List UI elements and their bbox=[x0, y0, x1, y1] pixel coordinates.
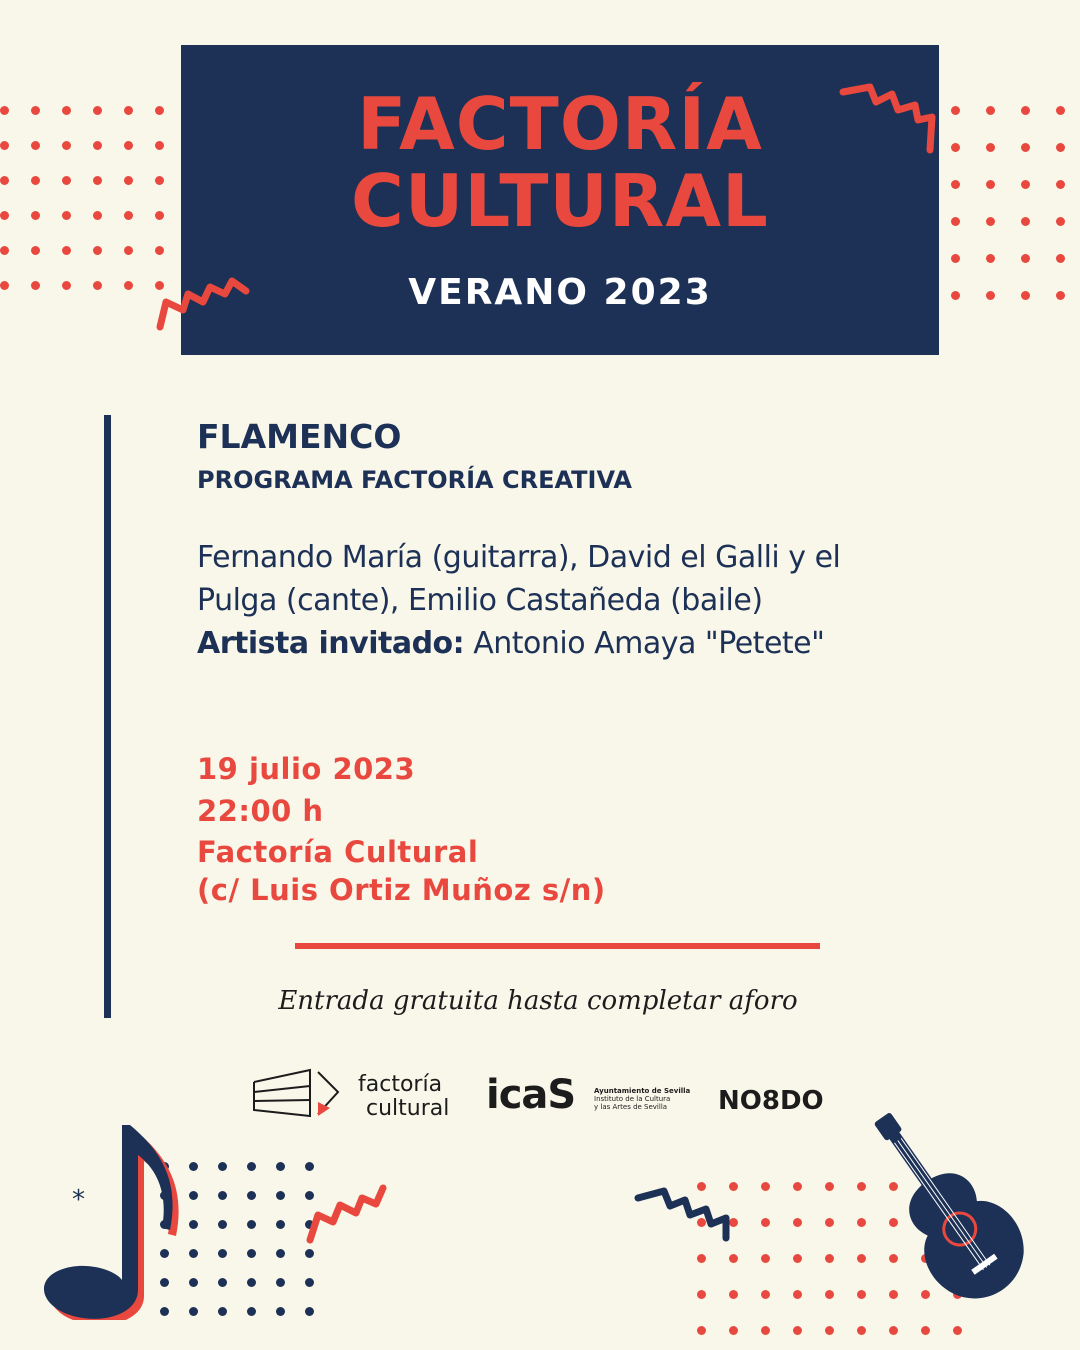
music-note-icon bbox=[30, 1120, 190, 1320]
entry-note: Entrada gratuita hasta completar aforo bbox=[278, 986, 798, 1016]
icas-logo: icaS bbox=[486, 1072, 576, 1118]
zigzag-bottom-middle bbox=[638, 1191, 726, 1238]
guest-name: Antonio Amaya "Petete" bbox=[464, 626, 825, 661]
title-line-1: FACTORÍA bbox=[357, 82, 763, 166]
event-program: PROGRAMA FACTORÍA CREATIVA bbox=[197, 466, 632, 494]
zigzag-top-left bbox=[160, 281, 246, 327]
zigzag-bottom-left bbox=[310, 1188, 383, 1240]
factoria-cultural-logo-text bbox=[356, 1073, 449, 1121]
title-line-2: CULTURAL bbox=[351, 159, 769, 243]
event-time: 22:00 h bbox=[197, 794, 324, 828]
icas-org-name: Ayuntamiento de Sevilla bbox=[594, 1087, 691, 1095]
icas-sub-line-2: y las Artes de Sevilla bbox=[594, 1103, 668, 1111]
vertical-divider bbox=[104, 415, 111, 1018]
logo-cultural-word: cultural bbox=[366, 1096, 450, 1121]
svg-text:*: * bbox=[72, 1185, 85, 1215]
artists-block bbox=[197, 536, 957, 665]
guest-label: Artista invitado: bbox=[197, 626, 465, 661]
event-date: 19 julio 2023 bbox=[197, 752, 416, 786]
event-category: FLAMENCO bbox=[197, 417, 402, 456]
icas-logo-subtitle bbox=[594, 1087, 690, 1111]
guitar-icon bbox=[855, 1100, 1045, 1310]
guest-line bbox=[197, 622, 957, 665]
artists-line-1: Fernando María (guitarra), David el Galli y el bbox=[197, 540, 841, 575]
no8do-logo: NO8DO bbox=[718, 1086, 824, 1116]
subtitle: VERANO 2023 bbox=[408, 272, 712, 313]
red-divider bbox=[295, 943, 820, 949]
event-venue: Factoría Cultural bbox=[197, 835, 479, 869]
event-address: (c/ Luis Ortiz Muñoz s/n) bbox=[197, 873, 606, 907]
zigzag-top-right bbox=[843, 87, 932, 150]
icas-sub-line-1: Instituto de la Cultura bbox=[594, 1095, 671, 1103]
factoria-cultural-logo-icon bbox=[252, 1068, 342, 1120]
artists-line-2: Pulga (cante), Emilio Castañeda (baile) bbox=[197, 583, 763, 618]
logo-factoria-word: factoría bbox=[358, 1072, 443, 1097]
